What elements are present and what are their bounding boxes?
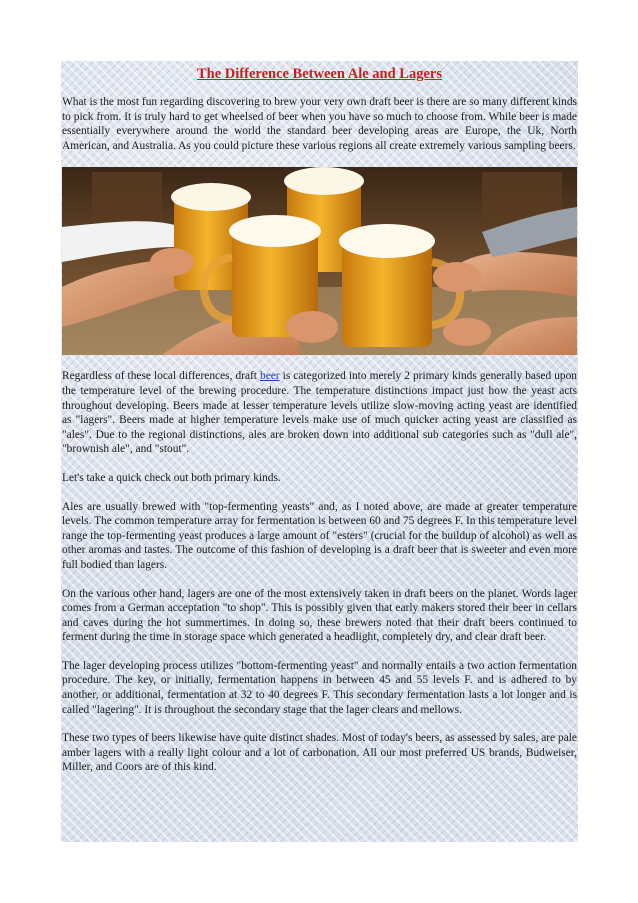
paragraph-check-out: Let's take a quick check out both primary kinds. bbox=[62, 471, 281, 484]
paragraph-categories bbox=[62, 369, 577, 457]
paragraph-lagers: On the various other hand, lagers are one of the most extensively taken in draft beers on the planet. Words lager comes from a German acceptation "to shop". This is possibly given that early makers stored their beer in cellars and caves during the hot summertimes. In doing so, these brewers noted that their draft beers continued to ferment during the time in storage space which generated a headlight, completely dry, and clear draft beer. bbox=[62, 587, 577, 644]
paragraph-ales: Ales are usually brewed with "top-fermenting yeasts" and, as I noted above, are made at greater temperature levels. The common temperature array for fermentation is between 60 and 75 degrees F. In this temperature level range the top-fermenting yeast produces a large amount of "esters" (crucial for the buildup of alcohol) as well as other aromas and tastes. The outcome of this fashion of developing is a draft beer that is sweeter and even more full bodied than lagers. bbox=[62, 500, 577, 571]
beer-mugs-illustration bbox=[62, 167, 577, 355]
article-title: The Difference Between Ale and Lagers bbox=[197, 66, 442, 82]
beer-link[interactable]: beer bbox=[260, 370, 280, 383]
paragraph-intro: What is the most fun regarding discovering to brew your very own draft beer is there are so many different kinds to pick from. It is truly hard to get wheelsed of beer when you have so much to choose from. While beer is made essentially everywhere around the world the standard beer developing areas are Europe, the Uk, North American, and Australia. As you could picture these various regions all create extremely various sampling beers. bbox=[62, 96, 577, 152]
paragraph-categories-start: Regardless of these local differences, draft bbox=[62, 370, 260, 383]
beer-toast-photo bbox=[62, 167, 577, 355]
paragraph-categories-end: is categorized into merely 2 primary kinds generally based upon the temperature level of the brewing procedure. The temperature distinctions impact just how the yeast acts throughout developing. Beers made at lesser temperature levels utilize slow-moving acting yeast are identified as "lagers". Beers made at higher temperature levels make use of much quicker acting yeast are classified as "ales". Due to the regional distinctions, ales are broken down into additional sub categories such as "dull ale", "brownish ale", and "stout". bbox=[62, 370, 577, 456]
paragraph-colours: These two types of beers likewise have quite distinct shades. Most of today's beers, as assessed by sales, are pale amber lagers with a really light colour and a lot of carbonation. All our most preferred US brands, Budweiser, Miller, and Coors are of this kind. bbox=[62, 732, 577, 774]
paragraph-lager-process: The lager developing process utilizes "bottom-fermenting yeast" and normally entails a two action fermentation procedure. The key, or initially, fermentation happens in between 45 and 55 levels F. and is adhered to by another, or additional, fermentation at 32 to 40 degrees F. This secondary fermentation lasts a lot longer and is called "lagering". It is throughout the secondary stage that the lager clears and mellows. bbox=[62, 659, 577, 716]
article-panel bbox=[61, 61, 578, 842]
